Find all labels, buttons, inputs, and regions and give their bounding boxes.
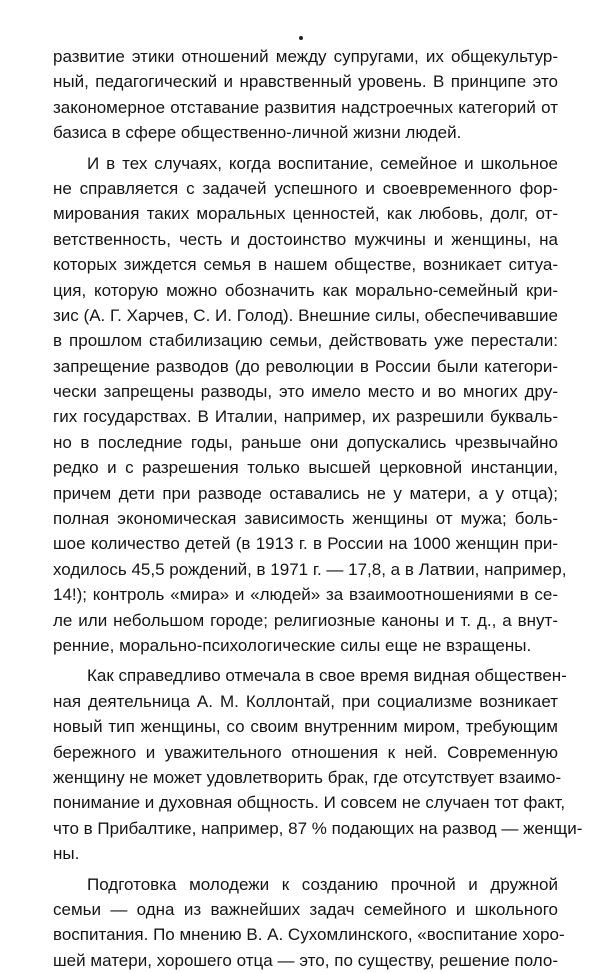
text-line: базиса в сфере общественно-личной жизни людей. xyxy=(53,120,558,145)
text-line: но в последние годы, раньше они допускались чрезвычайно xyxy=(53,430,558,455)
paragraph-3 xyxy=(53,663,558,866)
text-line: ция, которую можно обозначить как морально-семейный кри- xyxy=(53,278,558,303)
document-page xyxy=(53,44,558,973)
text-line: женщину не может удовлетворить брак, где отсутствует взаимо- xyxy=(53,765,558,790)
text-line: что в Прибалтике, например, 87 % подающих на развод — женщи- xyxy=(53,816,558,841)
text-line: запрещение разводов (до революции в России были категори- xyxy=(53,354,558,379)
text-line: 14!); контроль «мира» и «людей» за взаимоотношениями в се- xyxy=(53,582,558,607)
text-line: понимание и духовная общность. И совсем не случаен тот факт, xyxy=(53,790,558,815)
text-line: которых зиждется семья в нашем обществе, возникает ситуа- xyxy=(53,252,558,277)
text-line: И в тех случаях, когда воспитание, семейное и школьное xyxy=(53,151,558,176)
text-line: ходилось 45,5 рождений, в 1971 г. — 17,8, а в Латвии, например, xyxy=(53,557,558,582)
paragraph-1 xyxy=(53,44,558,146)
text-line: мирования таких моральных ценностей, как любовь, долг, от- xyxy=(53,201,558,226)
text-line: причем дети при разводе оставались не у матери, а у отца); xyxy=(53,481,558,506)
text-line: закономерное отставание развития надстроечных категорий от xyxy=(53,95,558,120)
page-top-mark xyxy=(299,36,303,40)
text-line: ная деятельница А. М. Коллонтай, при социализме возникает xyxy=(53,689,558,714)
text-line: семьи — одна из важнейших задач семейного и школьного xyxy=(53,897,558,922)
text-line: бережного и уважительного отношения к ней. Современную xyxy=(53,740,558,765)
text-line: ны. xyxy=(53,841,558,866)
text-line: ный, педагогический и нравственный уровень. В принципе это xyxy=(53,69,558,94)
text-line: ренние, морально-психологические силы еще не взращены. xyxy=(53,633,558,658)
text-line: ле или небольшом городе; религиозные каноны и т. д., а внут- xyxy=(53,608,558,633)
text-line: чески запрещены разводы, это имело место и во многих дру- xyxy=(53,379,558,404)
text-line: Как справедливо отмечала в свое время видная обществен- xyxy=(53,663,558,688)
text-line: зис (А. Г. Харчев, С. И. Голод). Внешние силы, обеспечивавшие xyxy=(53,303,558,328)
text-line: воспитания. По мнению В. А. Сухомлинского, «воспитание хоро- xyxy=(53,922,558,947)
text-line: ветственность, честь и достоинство мужчины и женщины, на xyxy=(53,227,558,252)
text-line: развитие этики отношений между супругами, их общекультур- xyxy=(53,44,558,69)
paragraph-4 xyxy=(53,872,558,973)
text-line: шое количество детей (в 1913 г. в России на 1000 женщин при- xyxy=(53,531,558,556)
text-line: новый тип женщины, со своим внутренним миром, требующим xyxy=(53,714,558,739)
text-line: гих государствах. В Италии, например, их разрешили букваль- xyxy=(53,404,558,429)
text-line: не справляется с задачей успешного и своевременного фор- xyxy=(53,176,558,201)
text-line: в прошлом стабилизацию семьи, действовать уже перестали: xyxy=(53,328,558,353)
text-line: шей матери, хорошего отца — это, по существу, решение поло- xyxy=(53,948,558,973)
text-line: редко и с разрешения только высшей церковной инстанции, xyxy=(53,455,558,480)
paragraph-2 xyxy=(53,151,558,659)
text-line: полная экономическая зависимость женщины от мужа; боль- xyxy=(53,506,558,531)
text-line: Подготовка молодежи к созданию прочной и дружной xyxy=(53,872,558,897)
